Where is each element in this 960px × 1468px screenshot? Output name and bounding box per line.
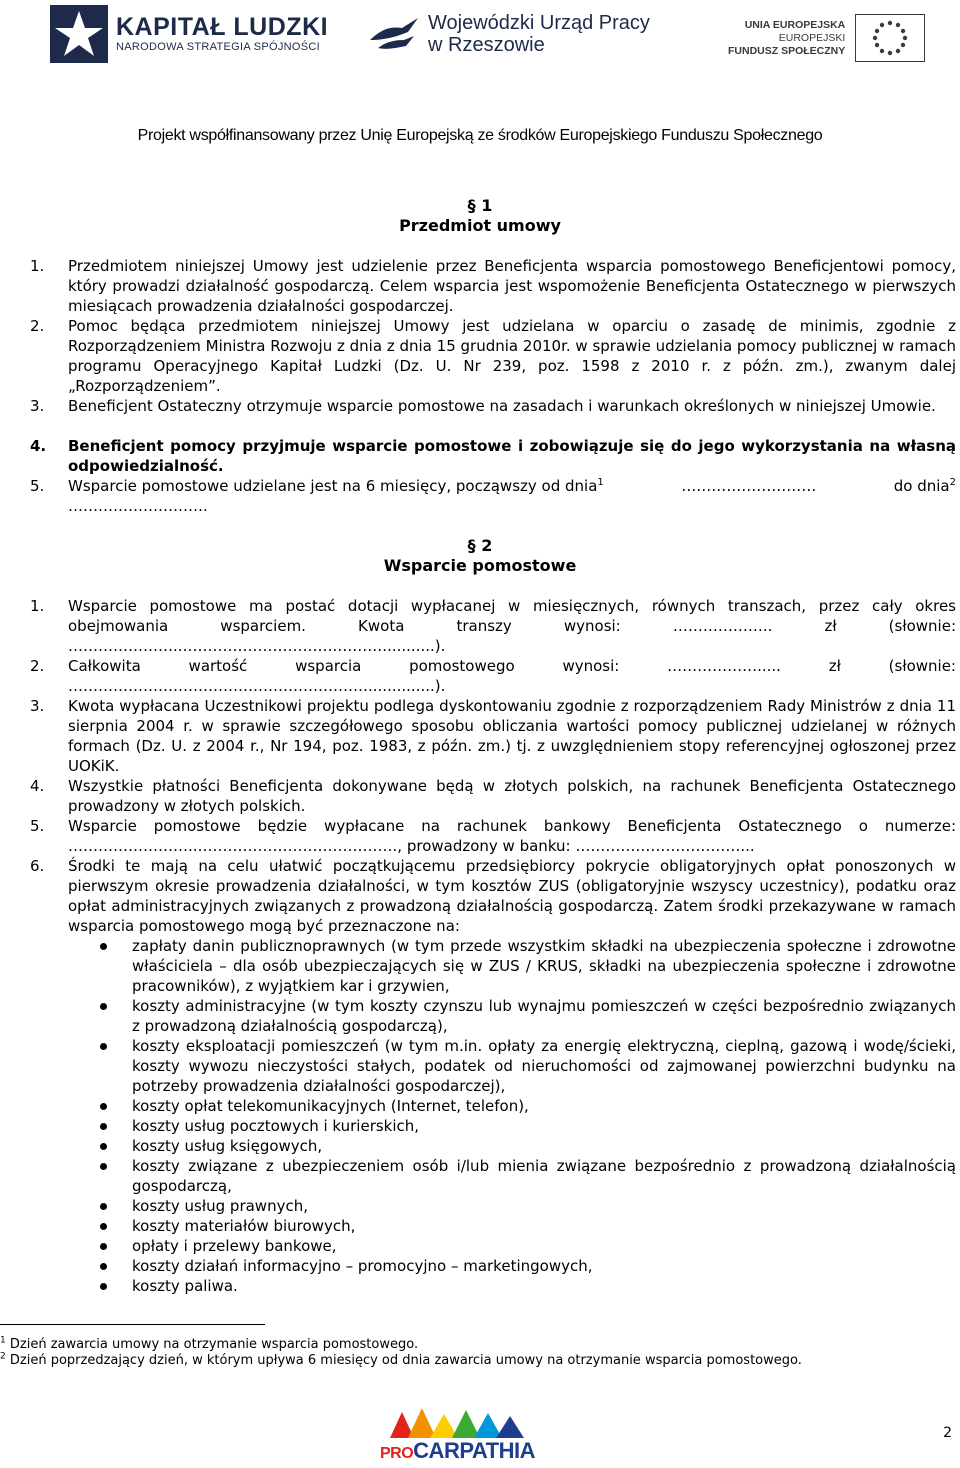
bullet-dot	[100, 1223, 107, 1230]
ue-efs-logo	[728, 14, 925, 62]
kapital-ludzki-logo	[50, 5, 328, 63]
page-number: 2	[943, 1425, 952, 1441]
header-logos	[0, 0, 960, 120]
bullet-dot	[100, 1003, 107, 1010]
s1-item1-text: Przedmiotem niniejszej Umowy jest udzielenie przez Beneficjenta wsparcia pomostowego Beneficjentowi pomocy, który prowadzi działalność gospodarczą. Celem wsparcia jest wspomożenie Beneficjenta Ostatecznego w pierwszych miesiącach prowadzenia działalności gospodarczej.	[68, 257, 956, 315]
wup-name-line2: w Rzeszowie	[428, 34, 545, 56]
section2-title: Wsparcie pomostowe	[383, 556, 577, 575]
footnote-divider	[0, 1324, 265, 1325]
kapital-ludzki-star-icon	[50, 5, 108, 63]
s2-item2-number: 2.	[30, 657, 45, 675]
cost-bullet-9: koszty materiałów biurowych,	[132, 1217, 356, 1235]
section1-number: § 1	[467, 196, 493, 215]
s1-item5-from: Wsparcie pomostowe udzielane jest na 6 miesięcy, począwszy od dnia$^1$	[68, 477, 604, 495]
cost-bullet-2: koszty administracyjne (w tym koszty czynszu lub wynajmu pomieszczeń w części bezpośrednio związanych z prowadzoną działalnością gospodarczą),	[132, 997, 956, 1035]
cost-bullet-4: koszty opłat telekomunikacyjnych (Internet, telefon),	[132, 1097, 529, 1115]
bullet-dot	[100, 943, 107, 950]
eu-flag-icon	[855, 14, 925, 62]
s1-item1-number: 1.	[30, 257, 45, 275]
procarpathia-text: PROCARPATHIA	[380, 1438, 535, 1463]
s1-item5-to-dots: ……………………….	[68, 497, 208, 515]
s2-item2-text: Całkowita wartość wsparcia pomostowego wynosi: ………………..... zł (słownie: ……………………………………………………..............).	[68, 657, 956, 695]
wup-bird-icon	[368, 10, 420, 58]
bullet-dot	[100, 1123, 107, 1130]
bullet-dot	[100, 1283, 107, 1290]
s1-item5-text	[68, 476, 956, 516]
s2-item3-text: Kwota wypłacana Uczestnikowi projektu podlega dyskontowaniu zgodnie z rozporządzeniem Rady Ministrów z dnia 11 sierpnia 2004 r. w sprawie szczegółowego sposobu obliczania wartości pomocy publicznej udzielanej w różnych formach (Dz. U. z 2004 r., Nr 194, poz. 1983, z późn. zm.) tj. z uwzględnieniem stopy referencyjnej ogłoszonej przez UOKiK.	[68, 697, 956, 775]
s2-item5-number: 5.	[30, 817, 45, 835]
s1-item5-from-dots: ………………………	[681, 477, 817, 495]
ue-line3: FUNDUSZ SPOŁECZNY	[728, 44, 846, 57]
s2-item6-number: 6.	[30, 857, 45, 875]
section1-title: Przedmiot umowy	[399, 216, 561, 235]
ue-line2: EUROPEJSKI	[778, 31, 846, 44]
kapital-ludzki-subtitle: NARODOWA STRATEGIA SPÓJNOŚCI	[116, 41, 320, 53]
cost-bullet-12: koszty paliwa.	[132, 1277, 238, 1295]
cost-bullet-6: koszty usług księgowych,	[132, 1137, 323, 1155]
s2-item1-number: 1.	[30, 597, 45, 615]
footnote-2: $^2$ Dzień poprzedzający dzień, w którym upływa 6 miesięcy od dnia zawarcia umowy na otrzymanie wsparcia pomostowego.	[0, 1351, 802, 1368]
s1-item3-text: Beneficjent Ostateczny otrzymuje wsparcie pomostowe na zasadach i warunkach określonych w niniejszej Umowie.	[68, 397, 936, 415]
footnote-1: $^1$ Dzień zawarcia umowy na otrzymanie wsparcia pomostowego.	[0, 1335, 419, 1352]
bullet-dot	[100, 1263, 107, 1270]
s1-item2-text: Pomoc będąca przedmiotem niniejszej Umowy jest udzielana w oparciu o zasadę de minimis, zgodnie z Rozporządzeniem Ministra Rozwoju z dnia z dnia 15 grudnia 2010r. w sprawie udzielania pomocy publicznej w ramach programu Operacyjnego Kapitał Ludzki (Dz. U. Nr 239, poz. 1598 z 2010 r. z późn. zm.), zwanym dalej „Rozporządzeniem”.	[68, 317, 956, 395]
cofinance-note: Projekt współfinansowany przez Unię Europejską ze środków Europejskiego Funduszu Społecznego	[137, 127, 823, 144]
s2-item1-text: Wsparcie pomostowe ma postać dotacji wypłacanej w miesięcznych, równych transzach, przez cały okres obejmowania wsparciem. Kwota transzy wynosi: ……………….. zł (słownie: …………………..………………………….………...........).	[68, 597, 956, 655]
cost-bullet-10: opłaty i przelewy bankowe,	[132, 1237, 337, 1255]
s1-item5-number: 5.	[30, 477, 45, 495]
s1-item2-number: 2.	[30, 317, 45, 335]
bullet-dot	[100, 1243, 107, 1250]
procarpathia-triangles-icon	[380, 1408, 540, 1438]
s2-item4-text: Wszystkie płatności Beneficjenta dokonywane będą w złotych polskich, na rachunek Beneficjenta Ostatecznego prowadzony w złotych polskich.	[68, 777, 956, 815]
bullet-dot	[100, 1163, 107, 1170]
cost-bullet-3: koszty eksploatacji pomieszczeń (w tym m.in. opłaty za energię elektryczną, cieplną, gazową i wodę/ścieki, koszty wywozu nieczystości stałych, podatek od nieruchomości od zajmowanej powierzchni budynku na potrzeby prowadzenia działalności gospodarczej),	[132, 1037, 956, 1095]
cost-bullet-11: koszty działań informacyjno – promocyjno – marketingowych,	[132, 1257, 593, 1275]
bullet-dot	[100, 1103, 107, 1110]
s2-item5-text: Wsparcie pomostowe będzie wypłacane na rachunek bankowy Beneficjenta Ostatecznego o numerze: ……………………..…………………………………., prowadzony w banku: ……………………………...	[68, 817, 956, 855]
ue-line1: UNIA EUROPEJSKA	[744, 18, 846, 31]
s1-item4-text: Beneficjent pomocy przyjmuje wsparcie pomostowe i zobowiązuje się do jego wykorzystania na własną odpowiedzialność.	[68, 437, 956, 475]
cost-bullet-1: zapłaty danin publicznoprawnych (w tym przede wszystkim składki na ubezpieczenia społeczne i zdrowotne właściciela – dla osób ubezpieczających się w ZUS / KRUS, składki na ubezpieczenia społeczne i zdrowotne pracowników), z wyjątkiem kar i grzywien,	[132, 937, 956, 995]
cost-bullet-5: koszty usług pocztowych i kurierskich,	[132, 1117, 420, 1135]
bullet-dot	[100, 1043, 107, 1050]
section2-number: § 2	[467, 536, 493, 555]
wup-logo	[368, 10, 650, 58]
s2-item4-number: 4.	[30, 777, 45, 795]
s2-item6-text: Środki te mają na celu ułatwić początkującemu przedsiębiorcy pokrycie obligatoryjnych opłat ponoszonych w pierwszym okresie prowadzenia działalności, w tym kosztów ZUS (obligatoryjnie wszyscy uczestnicy), podatku oraz opłat administracyjnych związanych z prowadzoną działalnością gospodarczą. Zatem środki przekazywane w ramach wsparcia pomostowego mogą być przeznaczone na:	[68, 857, 956, 935]
bullet-dot	[100, 1143, 107, 1150]
bullet-dot	[100, 1203, 107, 1210]
s2-item3-number: 3.	[30, 697, 45, 715]
wup-name-line1: Wojewódzki Urząd Pracy	[428, 12, 650, 34]
procarpathia-logo	[380, 1408, 540, 1464]
cost-bullet-7: koszty związane z ubezpieczeniem osób i/lub mienia związane bezpośrednio z prowadzoną działalnością gospodarczą,	[132, 1157, 956, 1195]
s1-item4-number: 4.	[30, 437, 47, 455]
s1-item5-to: do dnia$^2$	[893, 477, 956, 495]
cost-bullet-8: koszty usług prawnych,	[132, 1197, 308, 1215]
s1-item3-number: 3.	[30, 397, 45, 415]
kapital-ludzki-title: KAPITAŁ LUDZKI	[116, 13, 329, 41]
